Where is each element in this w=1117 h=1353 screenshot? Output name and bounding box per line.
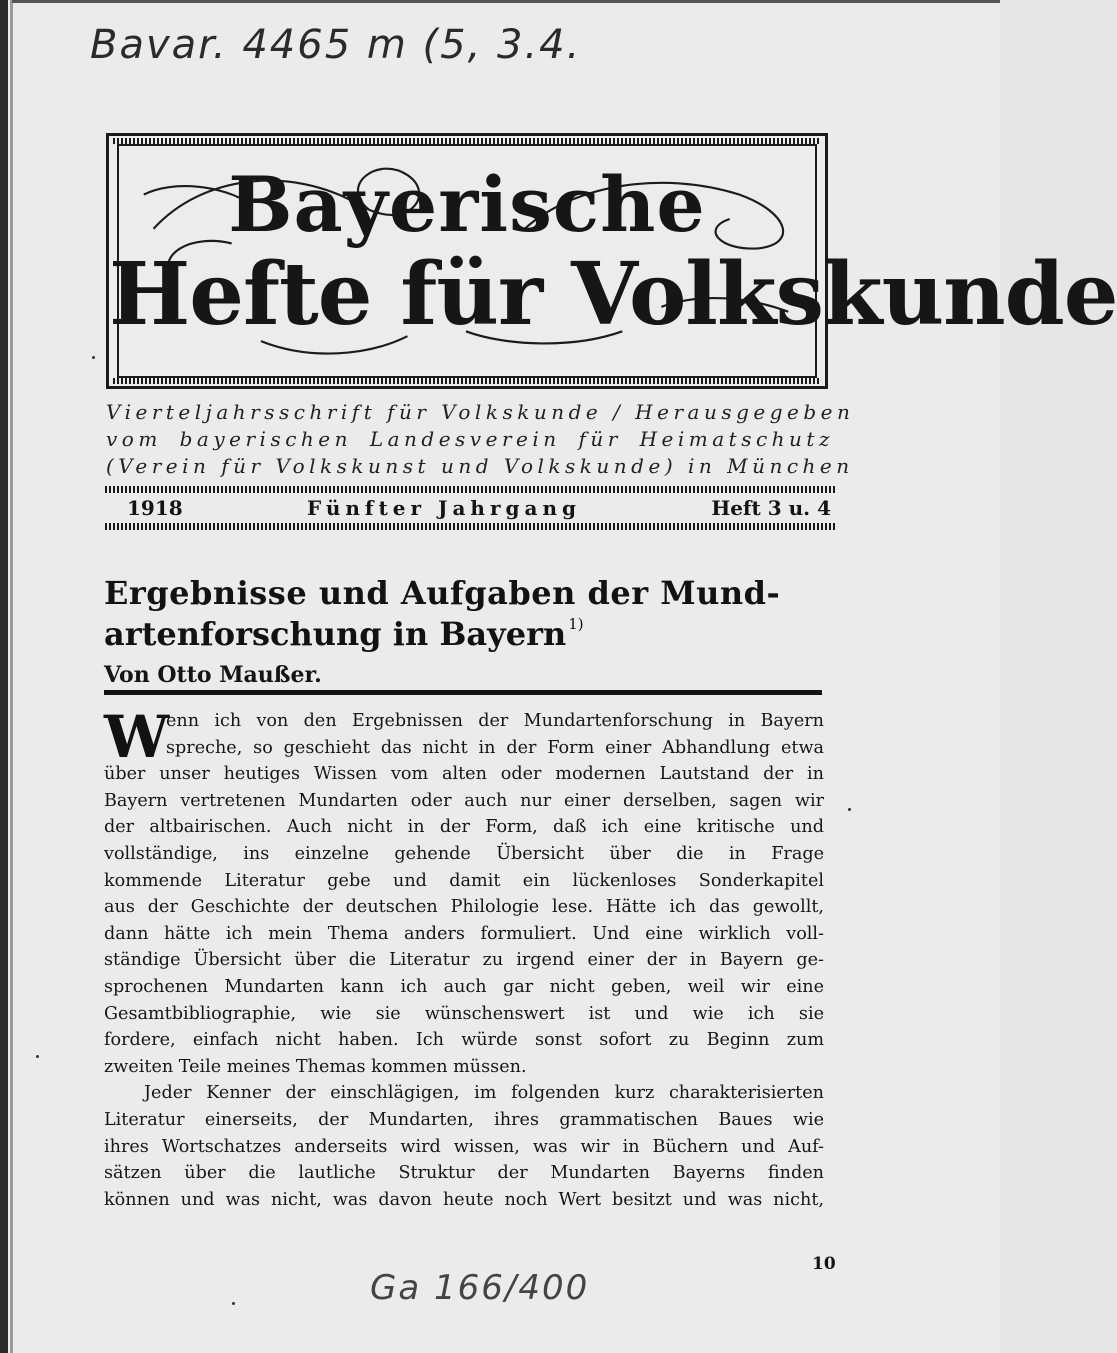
body-line: zweiten Teile meines Themas kommen müssen. <box>104 1056 527 1077</box>
article-title-line2 <box>104 615 844 653</box>
handwritten-shelfmark: Bavar. 4465 m (5, 3.4. <box>90 22 582 68</box>
issue-rule-top <box>105 486 835 493</box>
body-line: kommende Literatur gebe und damit ein lückenloses Sonderkapitel <box>104 870 824 891</box>
ink-speck <box>848 808 851 811</box>
ink-speck <box>92 356 95 359</box>
issue-volume: Fünfter Jahrgang <box>307 496 581 520</box>
handwritten-call-number: Ga 166/400 <box>370 1268 590 1308</box>
article-title-line1: Ergebnisse und Aufgaben der Mund- <box>104 574 781 612</box>
page-number: 10 <box>812 1254 836 1274</box>
drop-cap: W <box>104 703 170 771</box>
body-line: über unser heutiges Wissen vom alten oder modernen Lautstand der in <box>104 764 824 785</box>
issue-number: Heft 3 u. 4 <box>711 496 831 520</box>
body-line: der altbairischen. Auch nicht in der Form, daß ich eine kritische und <box>104 817 824 838</box>
binding-edge <box>0 0 8 1353</box>
body-line: Literatur einerseits, der Mundarten, ihres grammatischen Baues wie <box>104 1109 824 1130</box>
title-rule <box>104 690 822 695</box>
body-line: enn ich von den Ergebnissen der Mundartenforschung in Bayern <box>166 711 824 731</box>
body-line: fordere, einfach nicht haben. Ich würde sonst sofort zu Beginn zum <box>104 1030 824 1051</box>
article-title-line2-text: artenforschung in Bayern <box>104 615 567 653</box>
body-text <box>104 703 824 1213</box>
body-line: sätzen über die lautliche Struktur der Mundarten Bayerns finden <box>104 1163 824 1184</box>
footnote-marker: 1) <box>568 615 584 633</box>
body-line: aus der Geschichte der deutschen Philologie lese. Hätte ich das gewollt, <box>104 897 824 918</box>
issue-year: 1918 <box>127 496 183 520</box>
article-author: Von Otto Maußer. <box>104 662 322 688</box>
body-line: vollständige, ins einzelne gehende Übersicht über die in Frage <box>104 843 824 864</box>
ink-speck <box>232 1302 235 1305</box>
masthead-title-line1: Bayerische <box>228 160 706 249</box>
body-line: können und was nicht, was davon heute noch Wert besitzt und was nicht, <box>104 1189 824 1210</box>
page-top-edge <box>12 0 1000 3</box>
body-line: Bayern vertretenen Mundarten oder auch nur einer derselben, sagen wir <box>104 790 824 811</box>
subtitle-line3: (Verein für Volkskunst und Volkskunde) in München <box>106 454 854 478</box>
body-line: spreche, so geschieht das nicht in der Form einer Abhandlung etwa <box>166 737 824 758</box>
issue-line <box>105 494 835 522</box>
body-line: ständige Übersicht über die Literatur zu irgend einer der in Bayern ge- <box>104 950 824 971</box>
masthead-title-line2: Hefte für Volkskunde <box>109 244 1117 345</box>
body-line: ihres Wortschatzes anderseits wird wissen, was wir in Büchern und Auf- <box>104 1136 824 1157</box>
issue-rule-bottom <box>105 523 835 530</box>
body-line: Gesamtbibliographie, wie sie wünschenswert ist und wie ich sie <box>104 1003 824 1024</box>
ink-speck <box>36 1055 39 1058</box>
subtitle-line2: vom bayerischen Landesverein für Heimatschutz <box>106 427 834 451</box>
masthead <box>106 133 1117 389</box>
body-line: Jeder Kenner der einschlägigen, im folgenden kurz charakterisierten <box>144 1083 824 1104</box>
body-line: sprochenen Mundarten kann ich auch gar nicht geben, weil wir eine <box>104 976 824 997</box>
binding-shadow <box>10 0 13 1353</box>
subtitle-line1: Vierteljahrsschrift für Volkskunde / Herausgegeben <box>106 400 855 424</box>
body-line: dann hätte ich mein Thema anders formuliert. Und eine wirklich voll- <box>104 923 824 944</box>
